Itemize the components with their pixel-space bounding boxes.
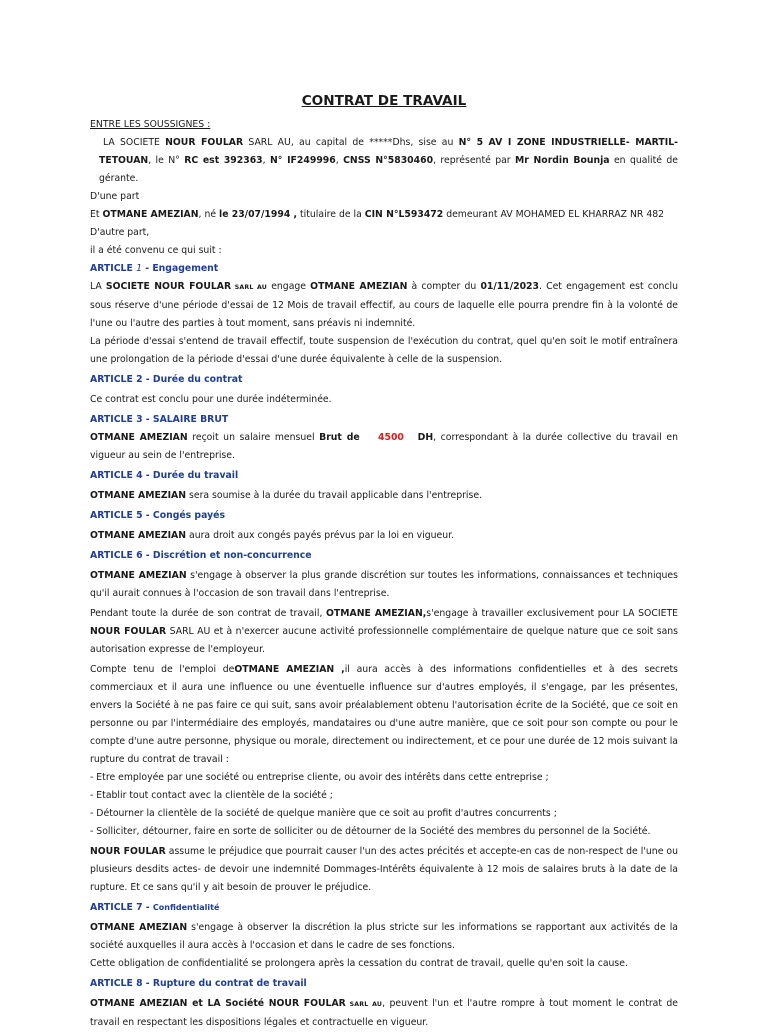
if-number: N° IF249996 xyxy=(270,155,336,166)
agreement-intro: il a été convenu ce qui suit : xyxy=(90,245,222,256)
article-2-paragraph: Ce contrat est conclu pour une durée indéterminée. xyxy=(90,394,332,405)
salary-amount: 4500 xyxy=(378,432,404,443)
article-5-heading: ARTICLE 5 - Congés payés xyxy=(90,510,225,521)
article-3-paragraph: OTMANE AMEZIAN reçoit un salaire mensuel Brut de 4500 DH, correspondant à la durée collective du travail en vigueur au sein de l'entreprise. xyxy=(90,432,678,461)
article-7-paragraph-2: Cette obligation de confidentialité se prolongera après la cessation du contrat de travail, quelle qu'en soit la cause. xyxy=(90,958,628,969)
article-1-paragraph-1: LA SOCIETE NOUR FOULAR SARL AU engage OTMANE AMEZIAN à compter du 01/11/2023. Cet engagement est conclu sous réserve d'une période d'essai de 12 Mois de travail effectif, au cours de laquelle elle pourra prendre fin à la volonté de l'une ou l'autre des parties à tout moment, sans préavis ni indemnité. xyxy=(90,281,679,329)
article-2-heading: ARTICLE 2 - Durée du contrat xyxy=(90,374,243,385)
article-6-heading: ARTICLE 6 - Discrétion et non-concurrence xyxy=(90,550,312,561)
company-name: NOUR FOULAR xyxy=(165,137,244,148)
party1-paragraph: LA SOCIETE NOUR FOULAR SARL AU, au capital de *****Dhs, sise au N° 5 AV I ZONE INDUSTRIELLE- MARTIL-TETOUAN, le N° RC est 392363, N° IF249996, CNSS N°5830460, représenté par Mr Nordin Bounja en qualité de gérante. xyxy=(99,137,678,184)
article-6-paragraph-2: Pendant toute la durée de son contrat de travail, OTMANE AMEZIAN,s'engage à travailler exclusivement pour LA SOCIETE NOUR FOULAR SARL AU et à n'exercer aucune activité professionnelle complémentaire de quelque nature que ce soit sans autorisation expresse de l'employeur. xyxy=(90,608,678,655)
cnss-number: CNSS N°5830460 xyxy=(343,155,434,166)
article-4-heading: ARTICLE 4 - Durée du travail xyxy=(90,470,239,481)
article-4-paragraph: OTMANE AMEZIAN sera soumise à la durée du travail applicable dans l'entreprise. xyxy=(90,490,483,501)
article-8-paragraph: OTMANE AMEZIAN et LA Société NOUR FOULAR SARL AU, peuvent l'un et l'autre rompre à tout moment le contrat de travail en respectant les dispositions légales et contractuelle en vigueur. xyxy=(90,998,678,1028)
document-title: CONTRAT DE TRAVAIL xyxy=(301,93,467,109)
start-date: 01/11/2023 xyxy=(480,281,539,292)
employee-cin: CIN N°L593472 xyxy=(364,209,444,220)
article-1-paragraph-2: La période d'essai s'entend de travail effectif, toute suspension de l'exécution du contrat, quel qu'en soit le motif entraînera une prolongation de la période d'essai d'une durée équivalente à celle de la suspension. xyxy=(90,336,678,365)
list-item: - Etablir tout contact avec la clientèle de la société ; xyxy=(90,790,333,801)
list-item: - Solliciter, détourner, faire en sorte de solliciter ou de détourner de la Société des membres du personnel de la Société. xyxy=(90,826,651,837)
article-7-heading: ARTICLE 7 - Confidentialité xyxy=(90,902,220,913)
list-item: - Détourner la clientèle de la société de quelque manière que ce soit au profit d'autres concurrents ; xyxy=(90,808,557,819)
article-6-paragraph-3: Compte tenu de l'emploi deOTMANE AMEZIAN ,il aura accès à des informations confidentielles et à des secrets commerciaux et il aura une influence ou une éventuelle influence sur d'autres employés, il s'engage, par les présentes, envers la Société à ne pas faire ce qui suit, sans avoir préalablement obtenu l'autorisation écrite de la Société, que ce soit en personne ou par l'intermédiaire des employés, mandataires ou d'une autre manière, que ce soit pour son compte ou pour le compte d'une autre personne, physique ou morale, directement ou indirectement, et ce pour une durée de 12 mois suivant la rupture du contrat de travail : xyxy=(90,664,678,765)
article-3-heading: ARTICLE 3 - SALAIRE BRUT xyxy=(90,414,229,425)
article-6-paragraph-1: OTMANE AMEZIAN s'engage à observer la plus grande discrétion sur toutes les informations, connaissances et techniques qu'il aurait connues à l'occasion de son travail dans l'entreprise. xyxy=(90,570,678,599)
manager-name: Mr Nordin Bounja xyxy=(515,155,610,166)
article-8-heading: ARTICLE 8 - Rupture du contrat de travail xyxy=(90,978,307,989)
rc-number: RC est 392363 xyxy=(184,155,263,166)
dautre-part: D'autre part, xyxy=(90,227,150,238)
employee-dob: le 23/07/1994 , xyxy=(219,209,298,220)
article-1-heading: ARTICLE 1 - Engagement xyxy=(90,263,219,274)
employee-name: OTMANE AMEZIAN xyxy=(102,209,199,220)
article-6-paragraph-4: NOUR FOULAR assume le préjudice que pourrait causer l'un des actes précités et accepte-en cas de non-respect de l'une ou plusieurs desdits actes- de devoir une indemnité Dommages-Intérêts équivalente à 12 mois de salaires bruts à la date de la rupture. Et ce sans qu'il y ait besoin de prouver le préjudice. xyxy=(90,846,678,893)
article-7-paragraph-1: OTMANE AMEZIAN s'engage à observer la discrétion la plus stricte sur les informations se rapportant aux activités de la société auxquelles il aura accès à l'occasion et dans le cadre de ses fonctions. xyxy=(90,922,678,951)
list-item: - Etre employée par une société ou entreprise cliente, ou avoir des intérêts dans cette entreprise ; xyxy=(90,772,549,783)
party2-paragraph: Et OTMANE AMEZIAN, né le 23/07/1994 , titulaire de la CIN N°L593472 demeurant AV MOHAMED EL KHARRAZ NR 482 xyxy=(90,209,665,220)
company-address: N° 5 AV I ZONE INDUSTRIELLE- MARTIL-TETOUAN xyxy=(99,137,678,166)
dune-part: D'une part xyxy=(90,191,140,202)
article-5-paragraph: OTMANE AMEZIAN aura droit aux congés payés prévus par la loi en vigueur. xyxy=(90,530,455,541)
parties-heading: ENTRE LES SOUSSIGNES : xyxy=(90,119,211,130)
